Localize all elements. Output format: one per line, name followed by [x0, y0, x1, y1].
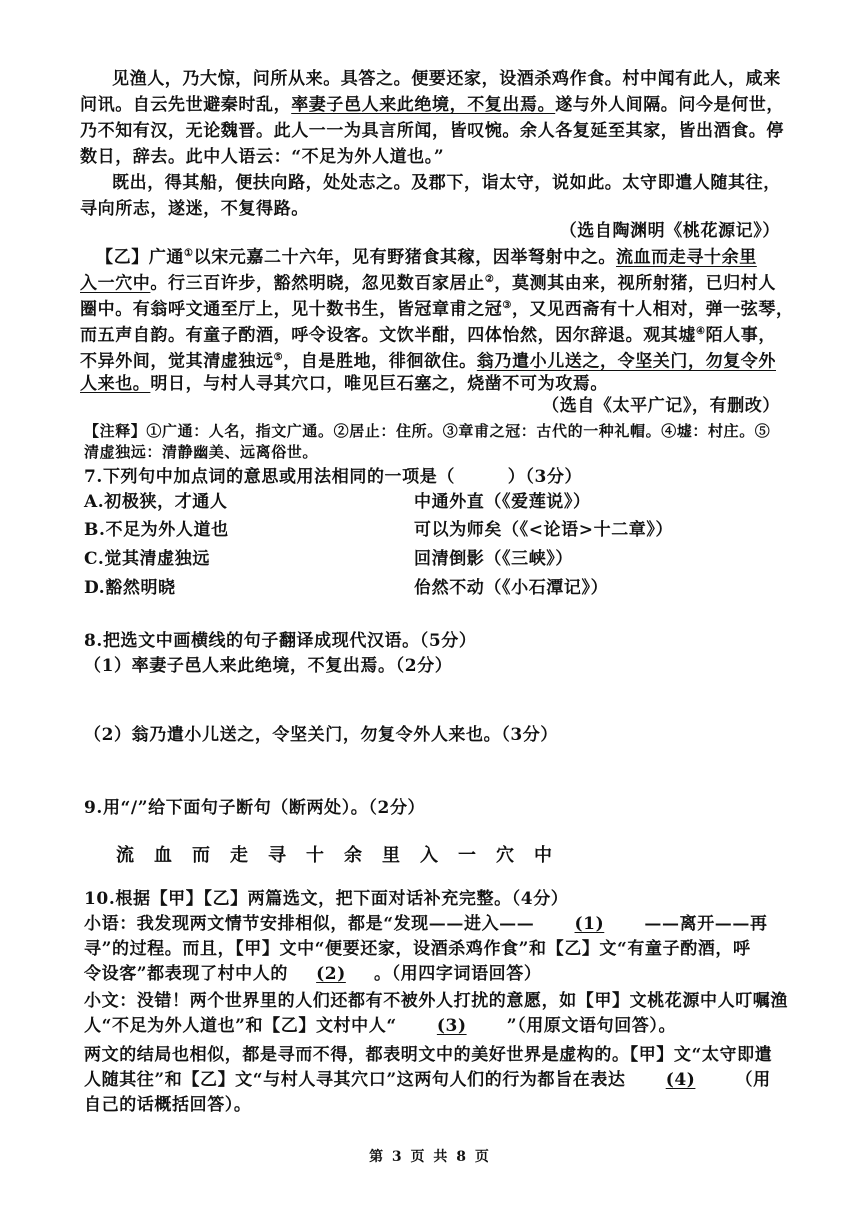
text: C.觉其清虚独远 — [84, 549, 210, 569]
text: B.不足为外人道也 — [84, 520, 229, 540]
label: 【乙】 — [96, 247, 149, 268]
notes-line-1 — [84, 420, 770, 442]
note-mark: ⑤ — [273, 352, 284, 363]
q7-option-d-left — [84, 577, 176, 599]
q7-option-b-left — [84, 519, 229, 541]
underlined-sentence-2b: 入一穴中 — [80, 273, 151, 294]
answer-blank-3[interactable]: (3) — [436, 1016, 467, 1036]
text: 陌人事， — [705, 325, 776, 346]
text: 9.用“/”给下面句子断句（断两处）。（2分） — [84, 798, 426, 818]
page-number: 第 3 页 共 8 页 — [369, 1149, 491, 1165]
yi-line-3 — [80, 295, 794, 321]
text: 圈中。有翁呼文通至厅上，见十数书生，皆冠章甫之冠 — [80, 299, 503, 320]
underlined-sentence-3: 翁乃遣小儿送之，令坚关门，勿复令外 — [476, 351, 776, 372]
q7-option-a-left — [84, 491, 228, 513]
note-mark: ① — [184, 248, 194, 259]
text: 可以为师矣（《<论语>十二章》） — [414, 520, 674, 540]
text: 。行三百许步，豁然明晓，忽见数百家居止 — [150, 273, 485, 294]
text: 问讯。自云先世避秦时乱， — [80, 95, 292, 115]
yi-line-6 — [80, 373, 608, 395]
underlined-sentence-2: 流血而走寻十余里 — [616, 247, 757, 268]
answer-blank-4[interactable]: (4) — [665, 1070, 696, 1090]
q10-line-5 — [84, 1015, 676, 1037]
text: ”（用原文语句回答）。 — [506, 1016, 677, 1036]
text: （1）率妻子邑人来此绝境，不复出焉。（2分） — [84, 656, 453, 676]
text: 人随其往”和【乙】文“与村人寻其穴口”这两句人们的行为都旨在表达 — [84, 1070, 626, 1090]
q9-sentence — [116, 845, 572, 867]
text: 数日，辞去。此中人语云：“不足为外人道也。” — [80, 147, 445, 167]
q7-stem — [84, 466, 582, 488]
q10-line-7 — [84, 1069, 771, 1091]
underlined-sentence-3b: 人来也。 — [80, 374, 151, 394]
yi-source — [80, 395, 780, 417]
text: 明日，与村人寻其穴口，唯见巨石塞之，烧凿不可为攻焉。 — [150, 374, 609, 394]
jia-line-4 — [80, 146, 444, 168]
q8-stem — [84, 630, 476, 652]
answer-blank-2[interactable]: (2) — [316, 964, 346, 984]
text: D.豁然明晓 — [84, 578, 176, 598]
q10-line-3 — [84, 963, 541, 985]
q10-stem — [84, 888, 568, 910]
text: 小语：我发现两文情节安排相似，都是“发现——进入—— — [84, 914, 535, 934]
text: （用 — [735, 1070, 771, 1090]
note-mark: ④ — [696, 326, 706, 337]
note-mark: ③ — [502, 300, 512, 311]
text: 人“不足为外人道也”和【乙】文村中人“ — [84, 1016, 397, 1036]
q7-option-c-right — [414, 548, 573, 570]
q10-line-2 — [84, 938, 751, 960]
q10-line-6 — [84, 1044, 772, 1066]
source-text: （选自陶渊明《桃花源记》） — [559, 221, 780, 241]
text: ，自是胜地，徘徊欲住。 — [283, 351, 477, 372]
yi-line-4 — [80, 321, 776, 347]
text: 寻向所志，遂迷，不复得路。 — [80, 199, 309, 219]
jia-line-3 — [80, 120, 784, 142]
q7-option-a-right — [414, 491, 591, 513]
text: 佁然不动（《小石潭记》） — [414, 578, 609, 598]
jia-line-1 — [112, 68, 781, 90]
text: 中通外直（《爱莲说》） — [414, 492, 591, 512]
answer-blank-1[interactable]: (1) — [574, 914, 605, 934]
source-text: （选自《太平广记》，有删改） — [542, 396, 780, 416]
yi-line-1 — [96, 243, 757, 269]
text: 回清倒影（《三峡》） — [414, 549, 573, 569]
text: 清虚独远：清静幽美、远离俗世。 — [84, 443, 319, 461]
text: 两文的结局也相似，都是寻而不得，都表明文中的美好世界是虚构的。【甲】文“太守即遣 — [84, 1045, 773, 1065]
text: 流血而走寻十余里入一穴中 — [116, 845, 572, 866]
text: ——离开——再 — [644, 914, 768, 934]
q10-line-4 — [84, 990, 788, 1012]
jia-source — [80, 220, 780, 242]
text: 自己的话概括回答）。 — [84, 1095, 252, 1115]
text: 令设客”都表现了村中人的 — [84, 964, 288, 984]
text: 寻”的过程。而且，【甲】文中“便要还家，设酒杀鸡作食”和【乙】文“有童子酌酒，呼 — [84, 939, 751, 959]
q7-option-d-right — [414, 577, 608, 599]
text: 遂与外人间隔。问今是何世， — [555, 95, 785, 115]
note-mark: ② — [484, 274, 495, 285]
notes-line-2 — [84, 441, 318, 463]
q8-sub-1 — [84, 655, 452, 677]
text: A.初极狭，才通人 — [84, 492, 228, 512]
page-footer — [0, 1146, 860, 1168]
text: ，又见西斋有十人相对，弹一弦琴， — [511, 299, 794, 320]
q8-sub-2 — [84, 724, 558, 746]
jia-line-6 — [80, 198, 309, 220]
yi-line-5 — [80, 347, 776, 373]
text: ，莫测其由来，视所射猪，已归村人 — [494, 273, 776, 294]
text: 8.把选文中画横线的句子翻译成现代汉语。（5分） — [84, 631, 477, 651]
underlined-sentence-1: 率妻子邑人来此绝境，不复出焉。 — [291, 95, 556, 115]
q10-line-8 — [84, 1094, 252, 1116]
jia-line-5 — [112, 172, 781, 194]
text: （2）翁乃遣小儿送之，令坚关门，勿复令外人来也。（3分） — [84, 725, 558, 745]
text: 以宋元嘉二十六年，见有野猪食其稼，因举弩射中之。 — [193, 247, 616, 268]
text: 10.根据【甲】【乙】两篇选文，把下面对话补充完整。（4分） — [84, 889, 569, 909]
text: 【注释】①广通：人名，指文广通。②居止：住所。③章甫之冠：古代的一种礼帽。④墟：村庄。⑤ — [84, 422, 771, 440]
q10-line-1 — [84, 913, 768, 935]
q9-stem — [84, 797, 425, 819]
text: 广通 — [148, 247, 185, 268]
text: 。（用四字词语回答） — [373, 964, 542, 984]
text: 而五声自韵。有童子酌酒，呼令设客。文饮半酣，四体怡然，因尔辞退。观其墟 — [80, 325, 696, 346]
text: 小文：没错！两个世界里的人们还都有不被外人打扰的意愿，如【甲】文桃花源中人叮嘱渔 — [84, 991, 788, 1011]
text: 7.下列句中加点词的意思或用法相同的一项是（ ）（3分） — [84, 467, 583, 487]
q7-option-c-left — [84, 548, 210, 570]
text: 乃不知有汉，无论魏晋。此人一一为具言所闻，皆叹惋。余人各复延至其家，皆出酒食。停 — [80, 121, 784, 141]
q7-option-b-right — [414, 519, 673, 541]
jia-line-2 — [80, 94, 784, 116]
text: 见渔人，乃大惊，问所从来。具答之。便要还家，设酒杀鸡作食。村中闻有此人，咸来 — [112, 69, 781, 89]
text: 不异外间，觉其清虚独远 — [80, 351, 274, 372]
text: 既出，得其船，便扶向路，处处志之。及郡下，诣太守，说如此。太守即遣人随其往， — [112, 173, 781, 193]
yi-line-2 — [80, 269, 776, 295]
